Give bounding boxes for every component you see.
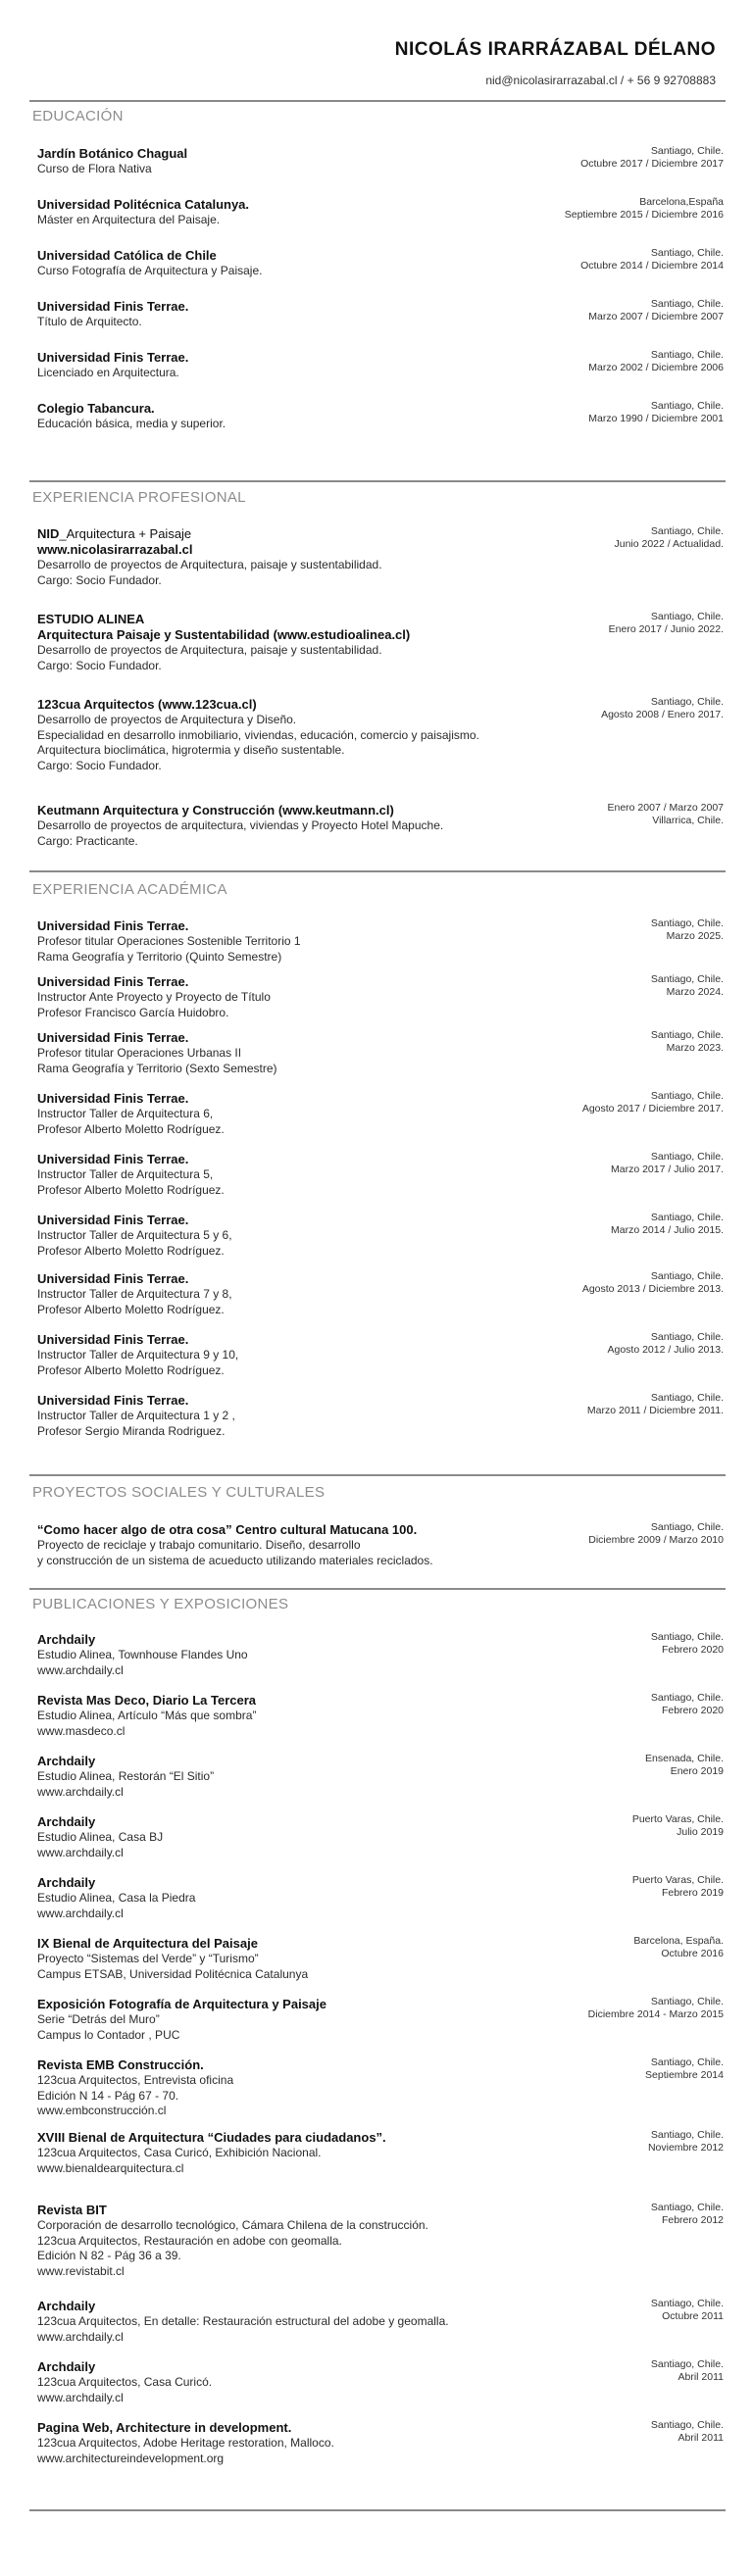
entry-line: Desarrollo de proyectos de arquitectura, viviendas y Proyecto Hotel Mapuche. [37,818,444,832]
entry-line: Instructor Taller de Arquitectura 1 y 2 , [37,1409,235,1422]
entry-title: Universidad Finis Terrae. [37,918,189,933]
entry-place-date [508,1151,724,1176]
entry-location: Santiago, Chile. [650,1212,724,1223]
entry-line: 123cua Arquitectos, Casa Curicó, Exhibición Nacional. [37,2146,322,2159]
entry-title: Revista BIT [37,2203,107,2217]
entry-date: Agosto 2012 / Julio 2013. [607,1344,724,1356]
section-divider [29,870,726,872]
entry-line: Instructor Taller de Arquitectura 7 y 8, [37,1287,232,1301]
entry-title: IX Bienal de Arquitectura del Paisaje [37,1936,258,1951]
entry-date: Diciembre 2014 - Marzo 2015 [587,2008,724,2020]
entry-title: Archdaily [37,1814,96,1829]
entry-location: Santiago, Chile. [650,1331,724,1343]
entry-date: Octubre 2011 [662,2310,724,2322]
entry-place-date [508,1813,724,1839]
section-title: EXPERIENCIA ACADÉMICA [32,881,227,898]
entry-place-date [508,196,724,222]
entry-date: Marzo 2024. [666,986,724,998]
entry-place-date [508,349,724,374]
section-divider [29,1474,726,1476]
entry-title: Universidad Finis Terrae. [37,299,189,314]
entry-place-date [508,917,724,943]
entry-location: Puerto Varas, Chile. [631,1813,724,1825]
entry-title: Universidad Finis Terrae. [37,1213,189,1227]
entry-location: Santiago, Chile. [650,2129,724,2141]
entry-title: Jardín Botánico Chagual [37,146,188,161]
entry-date: Villarrica, Chile. [652,815,724,826]
entry-title: Archdaily [37,1632,96,1647]
entry-details [37,298,527,330]
entry-line: Edición N 14 - Pág 67 - 70. [37,2088,179,2103]
entry-line: Cargo: Practicante. [37,833,138,848]
entry-line: Estudio Alinea, Casa BJ [37,1830,164,1844]
entry-title: Exposición Fotografía de Arquitectura y Paisaje [37,1997,326,2011]
entry-line: Profesor Alberto Moletto Rodríguez. [37,1362,225,1377]
entry-details [37,349,527,381]
entry-line: 123cua Arquitectos, Entrevista oficina [37,2073,234,2087]
entry-line: 123cua Arquitectos, Adobe Heritage restoration, Malloco. [37,2436,334,2450]
entry-line: Rama Geografía y Territorio (Quinto Semestre) [37,949,282,964]
entry-line: Serie “Detrás del Muro” [37,2012,160,2026]
entry-title: Universidad Finis Terrae. [37,1271,189,1286]
section-divider [29,2509,726,2511]
entry-line: Proyecto de reciclaje y trabajo comunitario. Diseño, desarrollo [37,1538,361,1552]
entry-details [37,611,527,673]
entry-title: ESTUDIO ALINEA [37,612,145,626]
entry-place-date [508,247,724,272]
entry-location: Santiago, Chile. [650,611,724,622]
entry-location: Santiago, Chile. [650,1996,724,2007]
entry-line: Profesor Alberto Moletto Rodríguez. [37,1302,225,1316]
entry-details [37,1813,527,1860]
entry-line: Curso Fotografía de Arquitectura y Paisaje. [37,264,263,277]
entry-details [37,1631,527,1678]
entry-place-date [508,2202,724,2227]
entry-place-date [508,1521,724,1547]
entry-date: Septiembre 2014 [645,2069,724,2081]
entry-location: Santiago, Chile. [650,2358,724,2370]
entry-details [37,2298,527,2345]
entry-line: Desarrollo de proyectos de Arquitectura y Diseño. [37,713,297,726]
entry-place-date [508,1029,724,1055]
entry-date: Octubre 2017 / Diciembre 2017 [580,158,724,170]
entry-title: Universidad Finis Terrae. [37,1393,189,1408]
entry-line: Profesor Alberto Moletto Rodríguez. [37,1182,225,1197]
entry-line: www.archdaily.cl [37,1845,124,1859]
entry-details [37,2202,527,2279]
entry-location: Santiago, Chile. [650,1392,724,1404]
entry-line: Instructor Taller de Arquitectura 5 y 6, [37,1228,232,1242]
entry-date: Octubre 2014 / Diciembre 2014 [580,260,724,272]
entry-title: Universidad Finis Terrae. [37,350,189,365]
entry-location: Santiago, Chile. [650,1029,724,1041]
entry-title: Universidad Finis Terrae. [37,1152,189,1166]
entry-details [37,696,527,773]
entry-line: Desarrollo de proyectos de Arquitectura, paisaje y sustentabilidad. [37,558,382,571]
entry-line: Profesor Alberto Moletto Rodríguez. [37,1243,225,1258]
entry-title: 123cua Arquitectos (www.123cua.cl) [37,697,257,712]
entry-line: Desarrollo de proyectos de Arquitectura, paisaje y sustentabilidad. [37,643,382,657]
entry-title: Archdaily [37,1875,96,1890]
entry-date: Diciembre 2009 / Marzo 2010 [588,1534,724,1546]
entry-line: Estudio Alinea, Casa la Piedra [37,1891,196,1905]
entry-line: Profesor titular Operaciones Sostenible Territorio 1 [37,934,301,948]
entry-date: Marzo 2002 / Diciembre 2006 [588,362,724,373]
entry-date: Agosto 2013 / Diciembre 2013. [581,1283,724,1295]
entry-location: Santiago, Chile. [650,696,724,708]
entry-line: Instructor Taller de Arquitectura 9 y 10, [37,1348,239,1362]
cv-name: NICOLÁS IRARRÁZABAL DÉLANO [394,39,716,60]
entry-line: Cargo: Socio Fundador. [37,658,162,672]
entry-place-date [508,802,724,827]
entry-place-date [508,2129,724,2155]
entry-title: Archdaily [37,2299,96,2313]
entry-title: Revista EMB Construcción. [37,2057,204,2072]
entry-title: Keutmann Arquitectura y Construcción (www.keutmann.cl) [37,803,394,817]
entry-line: www.archdaily.cl [37,1784,124,1799]
entry-place-date [508,298,724,323]
entry-line: Máster en Arquitectura del Paisaje. [37,213,221,226]
entry-place-date [508,2298,724,2323]
entry-details [37,1521,527,1568]
entry-date: Febrero 2012 [661,2214,724,2226]
entry-line: Profesor Francisco García Huidobro. [37,1005,229,1019]
entry-location: Ensenada, Chile. [645,1753,724,1764]
entry-line: www.archdaily.cl [37,1662,124,1677]
entry-line: Profesor Sergio Miranda Rodriguez. [37,1423,226,1438]
entry-date: Marzo 2023. [666,1042,724,1054]
entry-location: Santiago, Chile. [650,2202,724,2213]
entry-line: www.nicolasirarrazabal.cl [37,542,193,557]
entry-line: Campus ETSAB, Universidad Politécnica Catalunya [37,1966,309,1981]
entry-location: Santiago, Chile. [650,1090,724,1102]
entry-location: Santiago, Chile. [650,1270,724,1282]
entry-place-date [508,1996,724,2021]
section-divider [29,1588,726,1590]
entry-details [37,1935,527,1982]
entry-line: Título de Arquitecto. [37,315,142,328]
entry-place-date [508,1631,724,1657]
entry-date: Enero 2019 [670,1765,724,1777]
entry-line: Estudio Alinea, Townhouse Flandes Uno [37,1648,248,1661]
entry-line: y construcción de un sistema de acueducto utilizando materiales reciclados. [37,1553,433,1567]
entry-line: www.embconstrucción.cl [37,2104,167,2117]
entry-line: www.revistabit.cl [37,2263,125,2278]
entry-date: Abril 2011 [678,2371,724,2383]
entry-place-date [508,1270,724,1296]
entry-line: Estudio Alinea, Restorán “El Sitio” [37,1769,215,1783]
entry-place-date [508,611,724,636]
entry-place-date [508,1753,724,1778]
entry-details [37,1331,527,1378]
entry-details [37,802,527,849]
entry-title: Universidad Finis Terrae. [37,1332,189,1347]
entry-details [37,2358,527,2405]
entry-details [37,525,527,588]
entry-details [37,917,527,965]
entry-title: Archdaily [37,2359,96,2374]
entry-line: Estudio Alinea, Artículo “Más que sombra” [37,1709,257,1722]
entry-title: Archdaily [37,1754,96,1768]
entry-location: Enero 2007 / Marzo 2007 [607,802,724,814]
entry-place-date [508,1212,724,1237]
entry-date: Octubre 2016 [661,1948,724,1959]
entry-date: Junio 2022 / Actualidad. [614,538,724,550]
entry-location: Santiago, Chile. [650,400,724,412]
section-title: PROYECTOS SOCIALES Y CULTURALES [32,1484,326,1501]
entry-details [37,2419,527,2466]
entry-line: www.archdaily.cl [37,2390,124,2404]
entry-line: Especialidad en desarrollo inmobiliario, viviendas, educación, comercio y paisajismo. [37,727,479,742]
entry-title: Pagina Web, Architecture in development. [37,2420,292,2435]
entry-line: www.archdaily.cl [37,2329,124,2344]
entry-line: www.architectureindevelopment.org [37,2451,225,2465]
section-divider [29,480,726,482]
entry-date: Febrero 2020 [661,1644,724,1656]
entry-line: Licenciado en Arquitectura. [37,366,179,379]
entry-title: NID_Arquitectura + Paisaje [37,526,192,541]
entry-details [37,1212,527,1259]
entry-date: Enero 2017 / Junio 2022. [608,623,724,635]
entry-line: Edición N 82 - Pág 36 a 39. [37,2249,181,2262]
entry-date: Febrero 2019 [661,1887,724,1899]
entry-place-date [508,145,724,171]
entry-place-date [508,1874,724,1900]
entry-date: Agosto 2017 / Diciembre 2017. [581,1103,724,1115]
entry-details [37,1692,527,1739]
entry-line: Corporación de desarrollo tecnológico, Cámara Chilena de la construcción. [37,2218,428,2232]
entry-title: XVIII Bienal de Arquitectura “Ciudades para ciudadanos”. [37,2130,386,2145]
entry-date: Agosto 2008 / Enero 2017. [601,709,724,720]
entry-location: Santiago, Chile. [650,1692,724,1704]
entry-location: Santiago, Chile. [650,973,724,985]
entry-line: Instructor Ante Proyecto y Proyecto de Título [37,990,271,1004]
entry-details [37,1392,527,1439]
entry-location: Santiago, Chile. [650,917,724,929]
entry-line: www.archdaily.cl [37,1906,124,1920]
entry-place-date [508,1392,724,1417]
entry-title: Universidad Finis Terrae. [37,1030,189,1045]
entry-date: Marzo 2014 / Julio 2015. [611,1224,724,1236]
entry-place-date [508,1935,724,1960]
entry-place-date [508,2419,724,2445]
entry-title: Revista Mas Deco, Diario La Tercera [37,1693,257,1708]
entry-location: Santiago, Chile. [650,1521,724,1533]
entry-location: Santiago, Chile. [650,1151,724,1163]
entry-line: 123cua Arquitectos, En detalle: Restauración estructural del adobe y geomalla. [37,2314,449,2328]
entry-date: Marzo 2025. [666,930,724,942]
entry-details [37,1090,527,1137]
entry-line: 123cua Arquitectos, Casa Curicó. [37,2375,213,2389]
entry-details [37,1874,527,1921]
entry-location: Santiago, Chile. [650,247,724,259]
entry-location: Barcelona,España [639,196,724,208]
entry-date: Marzo 2017 / Julio 2017. [611,1164,724,1175]
entry-location: Santiago, Chile. [650,1631,724,1643]
entry-line: www.bienaldearquitectura.cl [37,2160,184,2175]
entry-line: Instructor Taller de Arquitectura 5, [37,1167,214,1181]
entry-line: Campus lo Contador , PUC [37,2027,180,2042]
entry-line: Profesor Alberto Moletto Rodríguez. [37,1121,225,1136]
entry-details [37,1270,527,1317]
entry-date: Marzo 2011 / Diciembre 2011. [586,1405,724,1416]
entry-place-date [508,525,724,551]
entry-line: www.masdeco.cl [37,1723,126,1738]
entry-place-date [508,973,724,999]
entry-line: Arquitectura Paisaje y Sustentabilidad (www.estudioalinea.cl) [37,627,411,642]
entry-place-date [508,400,724,425]
entry-line: Arquitectura bioclimática, higrotermia y diseño sustentable. [37,743,345,757]
entry-title: Colegio Tabancura. [37,401,155,416]
entry-date: Febrero 2020 [661,1705,724,1716]
entry-line: Instructor Taller de Arquitectura 6, [37,1107,214,1120]
entry-location: Santiago, Chile. [650,2419,724,2431]
entry-place-date [508,1692,724,1717]
entry-place-date [508,2056,724,2082]
entry-details [37,145,527,177]
entry-location: Puerto Varas, Chile. [631,1874,724,1886]
entry-line: Rama Geografía y Territorio (Sexto Semestre) [37,1061,277,1075]
entry-line: 123cua Arquitectos, Restauración en adobe con geomalla. [37,2233,342,2248]
cv-contact: nid@nicolasirarrazabal.cl / + 56 9 92708883 [485,74,716,87]
entry-title: Universidad Finis Terrae. [37,974,189,989]
entry-location: Santiago, Chile. [650,2298,724,2309]
entry-line: Cargo: Socio Fundador. [37,572,162,587]
entry-line: Educación básica, media y superior. [37,417,226,430]
entry-title: Universidad Católica de Chile [37,248,217,263]
entry-place-date [508,1090,724,1115]
entry-place-date [508,2358,724,2384]
entry-location: Santiago, Chile. [650,2056,724,2068]
entry-location: Barcelona, España. [633,1935,724,1947]
entry-location: Santiago, Chile. [650,298,724,310]
entry-details [37,247,527,279]
entry-details [37,196,527,228]
entry-date: Marzo 1990 / Diciembre 2001 [588,413,724,424]
entry-date: Julio 2019 [677,1826,724,1838]
entry-line: Curso de Flora Nativa [37,162,152,175]
entry-line: Cargo: Socio Fundador. [37,758,162,772]
entry-location: Santiago, Chile. [650,525,724,537]
entry-place-date [508,696,724,721]
section-title: PUBLICACIONES Y EXPOSICIONES [32,1596,289,1612]
entry-title: Universidad Politécnica Catalunya. [37,197,250,212]
entry-details [37,2129,527,2176]
section-title: EDUCACIÓN [32,108,124,124]
entry-location: Santiago, Chile. [650,349,724,361]
entry-details [37,1753,527,1800]
entry-details [37,1151,527,1198]
entry-line: Proyecto “Sistemas del Verde” y “Turismo” [37,1952,259,1965]
entry-line: Profesor titular Operaciones Urbanas II [37,1046,242,1060]
section-title: EXPERIENCIA PROFESIONAL [32,489,246,506]
entry-details [37,1996,527,2043]
entry-date: Septiembre 2015 / Diciembre 2016 [564,209,724,221]
entry-place-date [508,1331,724,1357]
entry-title: “Como hacer algo de otra cosa” Centro cultural Matucana 100. [37,1522,418,1537]
entry-details [37,973,527,1020]
entry-details [37,2056,527,2119]
entry-details [37,400,527,432]
entry-location: Santiago, Chile. [650,145,724,157]
section-divider [29,100,726,102]
entry-date: Noviembre 2012 [647,2142,724,2154]
entry-date: Abril 2011 [678,2432,724,2444]
entry-details [37,1029,527,1076]
entry-date: Marzo 2007 / Diciembre 2007 [588,311,724,322]
entry-title: Universidad Finis Terrae. [37,1091,189,1106]
